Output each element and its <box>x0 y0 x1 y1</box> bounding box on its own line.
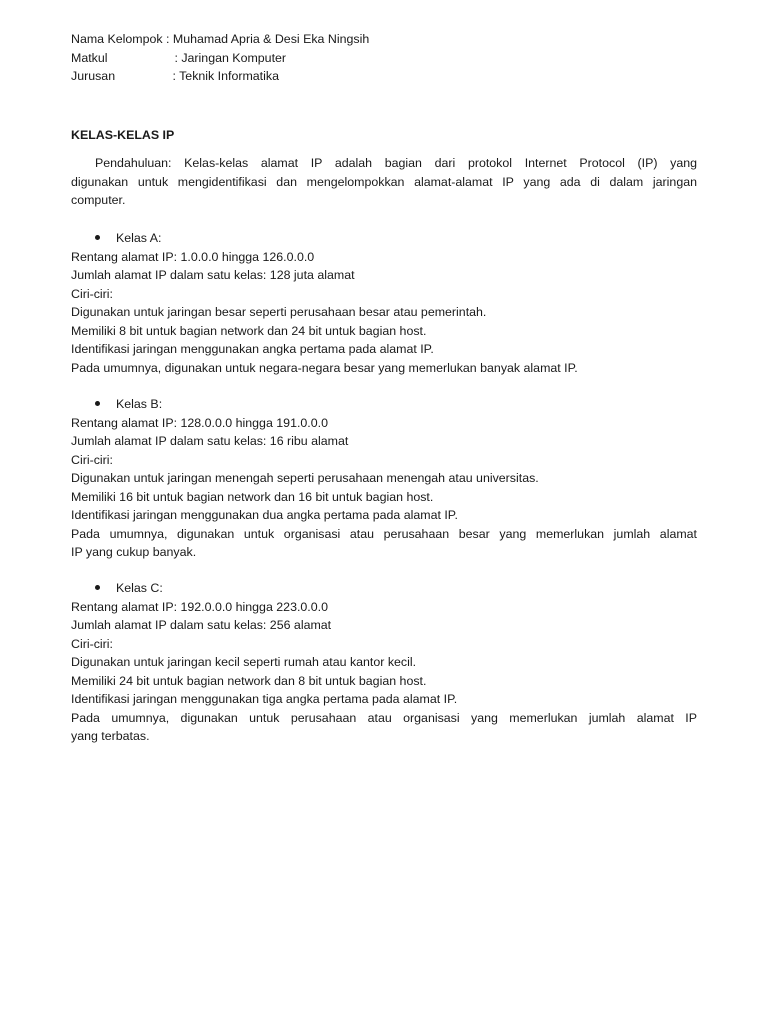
class-c-line: Memiliki 24 bit untuk bagian network dan 8 bit untuk bagian host. <box>71 673 427 688</box>
header-major-label: Jurusan <box>71 69 116 83</box>
class-b-line: Memiliki 16 bit untuk bagian network dan 16 bit untuk bagian host. <box>71 489 434 504</box>
class-a-line: Jumlah alamat IP dalam satu kelas: 128 juta alamat <box>71 268 355 282</box>
header-group-line <box>71 30 697 48</box>
class-b-line: Ciri-ciri: <box>71 452 113 467</box>
class-b-line: IP yang cukup banyak. <box>71 545 197 559</box>
intro-line-3: computer. <box>71 193 126 207</box>
class-b-heading <box>95 395 721 413</box>
class-c-line: Pada umumnya, digunakan untuk perusahaan atau organisasi yang memerlukan jumlah alamat IP <box>71 710 697 725</box>
bullet-icon <box>95 401 100 406</box>
class-a-line: Identifikasi jaringan menggunakan angka pertama pada alamat IP. <box>71 342 434 356</box>
header-course-label: Matkul <box>71 50 108 65</box>
header-group-label: Nama Kelompok <box>71 32 163 46</box>
class-c-line: yang terbatas. <box>71 729 150 743</box>
header-group-value: : Muhamad Apria & Desi Eka Ningsih <box>166 32 370 46</box>
class-b-line: Rentang alamat IP: 128.0.0.0 hingga 191.0.0.0 <box>71 415 328 430</box>
class-a-line: Pada umumnya, digunakan untuk negara-negara besar yang memerlukan banyak alamat IP. <box>71 360 578 375</box>
class-c-heading <box>95 579 721 597</box>
class-c-line: Rentang alamat IP: 192.0.0.0 hingga 223.0.0.0 <box>71 599 328 614</box>
header-major-value: : Teknik Informatika <box>172 69 279 83</box>
class-a-heading-text: Kelas A: <box>116 231 162 245</box>
header-course-value: : Jaringan Komputer <box>174 50 287 65</box>
class-c-line: Jumlah alamat IP dalam satu kelas: 256 alamat <box>71 618 332 632</box>
class-c-heading-text: Kelas C: <box>116 581 163 595</box>
intro-line-2: digunakan untuk mengidentifikasi dan mengelompokkan alamat-alamat IP yang ada di dalam jaringan <box>71 175 697 189</box>
class-b-line: Identifikasi jaringan menggunakan dua angka pertama pada alamat IP. <box>71 508 458 522</box>
class-a-heading <box>95 229 721 247</box>
class-b-line: Jumlah alamat IP dalam satu kelas: 16 ribu alamat <box>71 434 349 448</box>
bullet-icon <box>95 585 100 590</box>
class-b-heading-text: Kelas B: <box>116 397 163 411</box>
class-b-line: Digunakan untuk jaringan menengah seperti perusahaan menengah atau universitas. <box>71 471 539 485</box>
bullet-icon <box>95 235 100 240</box>
header-major-line <box>71 67 697 85</box>
class-a-line: Digunakan untuk jaringan besar seperti perusahaan besar atau pemerintah. <box>71 305 487 319</box>
header-course-line <box>71 49 697 67</box>
class-a-line: Rentang alamat IP: 1.0.0.0 hingga 126.0.0.0 <box>71 249 315 264</box>
class-b-line: Pada umumnya, digunakan untuk organisasi atau perusahaan besar yang memerlukan jumlah alamat <box>71 526 697 541</box>
class-c-line: Digunakan untuk jaringan kecil seperti rumah atau kantor kecil. <box>71 655 417 669</box>
class-a-line: Memiliki 8 bit untuk bagian network dan 24 bit untuk bagian host. <box>71 323 427 338</box>
class-a-line: Ciri-ciri: <box>71 286 113 301</box>
document-title: KELAS-KELAS IP <box>71 128 175 142</box>
class-c-line: Ciri-ciri: <box>71 636 113 651</box>
intro-line-1: Pendahuluan: Kelas-kelas alamat IP adalah bagian dari protokol Internet Protocol (IP) yang <box>95 156 697 170</box>
class-c-line: Identifikasi jaringan menggunakan tiga angka pertama pada alamat IP. <box>71 692 458 706</box>
